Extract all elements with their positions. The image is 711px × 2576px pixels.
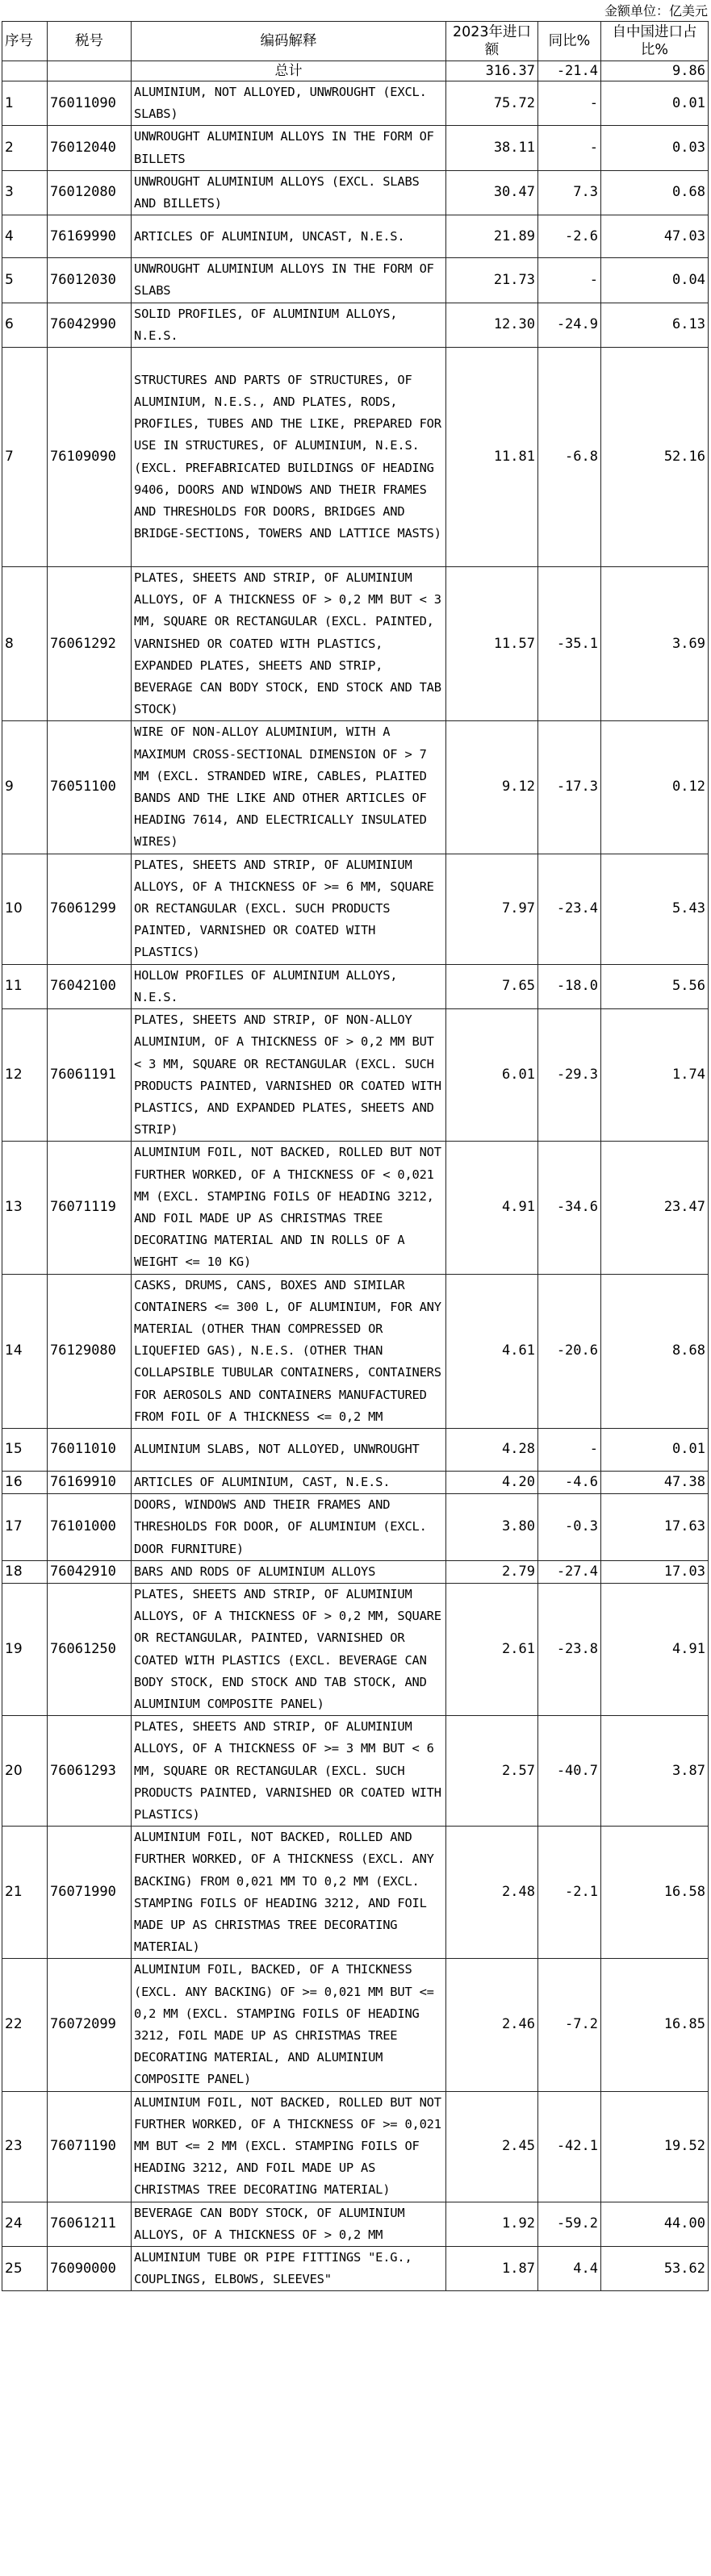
row-desc: UNWROUGHT ALUMINIUM ALLOYS IN THE FORM OF SLABS <box>132 258 446 303</box>
row-code: 76101000 <box>48 1494 132 1561</box>
row-china-share: 53.62 <box>601 2247 709 2291</box>
row-yoy: -0.3 <box>538 1494 601 1561</box>
row-imports: 75.72 <box>446 81 538 126</box>
row-desc: CASKS, DRUMS, CANS, BOXES AND SIMILAR CONTAINERS <= 300 L, OF ALUMINIUM, FOR ANY MATERIAL (OTHER THAN COMPRESSED OR LIQUEFIED GAS), N.E.S. (OTHER THAN COLLAPSIBLE TUBULAR CONTAINERS, CONTAINERS FOR AEROSOLS AND CONTAINERS MANUFACTURED FROM FOIL OF A THICKNESS <= 0,2 MM <box>132 1274 446 1428</box>
row-no: 18 <box>2 1560 48 1583</box>
row-yoy: -2.6 <box>538 215 601 258</box>
row-imports: 3.80 <box>446 1494 538 1561</box>
header-code: 税号 <box>48 22 132 61</box>
row-imports: 2.57 <box>446 1716 538 1827</box>
table-row <box>2 126 709 170</box>
row-china-share: 23.47 <box>601 1142 709 1274</box>
header-no: 序号 <box>2 22 48 61</box>
row-code: 76129080 <box>48 1274 132 1428</box>
row-imports: 2.61 <box>446 1583 538 1715</box>
total-imports: 316.37 <box>446 61 538 81</box>
row-desc: ALUMINIUM TUBE OR PIPE FITTINGS "E.G., COUPLINGS, ELBOWS, SLEEVES" <box>132 2247 446 2291</box>
row-no: 1 <box>2 81 48 126</box>
table-row <box>2 854 709 964</box>
row-imports: 4.61 <box>446 1274 538 1428</box>
row-yoy: -35.1 <box>538 567 601 721</box>
table-row <box>2 1827 709 1959</box>
row-desc: HOLLOW PROFILES OF ALUMINIUM ALLOYS, N.E.S. <box>132 964 446 1008</box>
table-row <box>2 258 709 303</box>
row-code: 76051100 <box>48 721 132 854</box>
total-row <box>2 61 709 81</box>
row-desc: UNWROUGHT ALUMINIUM ALLOYS (EXCL. SLABS AND BILLETS) <box>132 170 446 215</box>
row-no: 4 <box>2 215 48 258</box>
total-no <box>2 61 48 81</box>
row-no: 22 <box>2 1959 48 2091</box>
row-imports: 1.92 <box>446 2202 538 2246</box>
row-code: 76061293 <box>48 1716 132 1827</box>
row-china-share: 5.56 <box>601 964 709 1008</box>
row-code: 76071990 <box>48 1827 132 1959</box>
total-code <box>48 61 132 81</box>
table-row <box>2 964 709 1008</box>
table-row <box>2 2091 709 2202</box>
table-row <box>2 348 709 567</box>
table-row <box>2 1716 709 1827</box>
table-row <box>2 2202 709 2246</box>
row-desc: ALUMINIUM SLABS, NOT ALLOYED, UNWROUGHT <box>132 1428 446 1471</box>
row-desc: ALUMINIUM FOIL, NOT BACKED, ROLLED BUT NOT FURTHER WORKED, OF A THICKNESS OF < 0,021 MM (EXCL. STAMPING FOILS OF HEADING 3212, AND FOIL MADE UP AS CHRISTMAS TREE DECORATING MATERIAL AND IN ROLLS OF A WEIGHT <= 10 KG) <box>132 1142 446 1274</box>
row-imports: 11.57 <box>446 567 538 721</box>
row-code: 76042990 <box>48 303 132 347</box>
header-china-share: 自中国进口占比% <box>601 22 709 61</box>
table-row <box>2 215 709 258</box>
row-imports: 21.73 <box>446 258 538 303</box>
row-code: 76071190 <box>48 2091 132 2202</box>
row-china-share: 47.03 <box>601 215 709 258</box>
table-row <box>2 2247 709 2291</box>
row-china-share: 3.69 <box>601 567 709 721</box>
row-yoy: -4.6 <box>538 1471 601 1493</box>
row-china-share: 16.58 <box>601 1827 709 1959</box>
row-yoy: 4.4 <box>538 2247 601 2291</box>
row-china-share: 19.52 <box>601 2091 709 2202</box>
row-no: 14 <box>2 1274 48 1428</box>
row-code: 76061250 <box>48 1583 132 1715</box>
row-desc: PLATES, SHEETS AND STRIP, OF ALUMINIUM ALLOYS, OF A THICKNESS OF > 0,2 MM BUT < 3 MM, SQUARE OR RECTANGULAR (EXCL. PAINTED, VARNISHED OR COATED WITH PLASTICS, EXPANDED PLATES, SHEETS AND STRIP, BEVERAGE CAN BODY STOCK, END STOCK AND TAB STOCK) <box>132 567 446 721</box>
row-yoy: -20.6 <box>538 1274 601 1428</box>
unit-note: 金额单位：亿美元 <box>604 3 708 19</box>
row-imports: 9.12 <box>446 721 538 854</box>
row-code: 76061299 <box>48 854 132 964</box>
table-row <box>2 721 709 854</box>
row-imports: 21.89 <box>446 215 538 258</box>
row-yoy: -42.1 <box>538 2091 601 2202</box>
table-row <box>2 1959 709 2091</box>
row-china-share: 0.01 <box>601 81 709 126</box>
row-desc: ARTICLES OF ALUMINIUM, CAST, N.E.S. <box>132 1471 446 1493</box>
aluminium-import-table <box>2 21 709 2291</box>
header-row <box>2 22 709 61</box>
row-code: 76042910 <box>48 1560 132 1583</box>
row-china-share: 4.91 <box>601 1583 709 1715</box>
row-china-share: 6.13 <box>601 303 709 347</box>
row-imports: 6.01 <box>446 1009 538 1142</box>
row-imports: 2.48 <box>446 1827 538 1959</box>
row-desc: UNWROUGHT ALUMINIUM ALLOYS IN THE FORM OF BILLETS <box>132 126 446 170</box>
row-yoy: -29.3 <box>538 1009 601 1142</box>
row-imports: 38.11 <box>446 126 538 170</box>
table-row <box>2 170 709 215</box>
total-china-share: 9.86 <box>601 61 709 81</box>
row-china-share: 3.87 <box>601 1716 709 1827</box>
total-label: 总计 <box>132 61 446 81</box>
row-code: 76061211 <box>48 2202 132 2246</box>
row-no: 20 <box>2 1716 48 1827</box>
row-imports: 2.45 <box>446 2091 538 2202</box>
row-no: 13 <box>2 1142 48 1274</box>
header-imports: 2023年进口额 <box>446 22 538 61</box>
row-china-share: 16.85 <box>601 1959 709 2091</box>
row-no: 3 <box>2 170 48 215</box>
row-yoy: -40.7 <box>538 1716 601 1827</box>
row-china-share: 0.04 <box>601 258 709 303</box>
row-code: 76109090 <box>48 348 132 567</box>
row-desc: ALUMINIUM, NOT ALLOYED, UNWROUGHT (EXCL. SLABS) <box>132 81 446 126</box>
row-no: 16 <box>2 1471 48 1493</box>
row-code: 76012080 <box>48 170 132 215</box>
row-no: 9 <box>2 721 48 854</box>
row-no: 25 <box>2 2247 48 2291</box>
row-imports: 30.47 <box>446 170 538 215</box>
table-row <box>2 1560 709 1583</box>
row-china-share: 8.68 <box>601 1274 709 1428</box>
row-imports: 4.28 <box>446 1428 538 1471</box>
row-imports: 4.20 <box>446 1471 538 1493</box>
row-desc: ALUMINIUM FOIL, NOT BACKED, ROLLED BUT NOT FURTHER WORKED, OF A THICKNESS OF >= 0,021 MM BUT <= 2 MM (EXCL. STAMPING FOILS OF HEADING 3212, AND FOIL MADE UP AS CHRISTMAS TREE DECORATING MATERIAL) <box>132 2091 446 2202</box>
row-china-share: 0.68 <box>601 170 709 215</box>
row-yoy: 7.3 <box>538 170 601 215</box>
row-no: 11 <box>2 964 48 1008</box>
row-imports: 2.46 <box>446 1959 538 2091</box>
table-row <box>2 1009 709 1142</box>
row-desc: PLATES, SHEETS AND STRIP, OF ALUMINIUM ALLOYS, OF A THICKNESS OF >= 3 MM BUT < 6 MM, SQUARE OR RECTANGULAR (EXCL. SUCH PRODUCTS PAINTED, VARNISHED OR COATED WITH PLASTICS) <box>132 1716 446 1827</box>
row-code: 76169910 <box>48 1471 132 1493</box>
table-row <box>2 1494 709 1561</box>
table-row <box>2 81 709 126</box>
row-yoy: -27.4 <box>538 1560 601 1583</box>
row-code: 76061292 <box>48 567 132 721</box>
row-yoy: -18.0 <box>538 964 601 1008</box>
row-code: 76169990 <box>48 215 132 258</box>
row-yoy: - <box>538 81 601 126</box>
row-desc: DOORS, WINDOWS AND THEIR FRAMES AND THRESHOLDS FOR DOOR, OF ALUMINIUM (EXCL. DOOR FURNITURE) <box>132 1494 446 1561</box>
row-code: 76012040 <box>48 126 132 170</box>
row-imports: 11.81 <box>446 348 538 567</box>
row-desc: WIRE OF NON-ALLOY ALUMINIUM, WITH A MAXIMUM CROSS-SECTIONAL DIMENSION OF > 7 MM (EXCL. STRANDED WIRE, CABLES, PLAITED BANDS AND THE LIKE AND OTHER ARTICLES OF HEADING 7614, AND ELECTRICALLY INSULATED WIRES) <box>132 721 446 854</box>
row-china-share: 1.74 <box>601 1009 709 1142</box>
row-code: 76061191 <box>48 1009 132 1142</box>
row-yoy: - <box>538 1428 601 1471</box>
row-china-share: 17.63 <box>601 1494 709 1561</box>
row-desc: PLATES, SHEETS AND STRIP, OF ALUMINIUM ALLOYS, OF A THICKNESS OF > 0,2 MM, SQUARE OR RECTANGULAR, PAINTED, VARNISHED OR COATED WITH PLASTICS (EXCL. BEVERAGE CAN BODY STOCK, END STOCK AND TAB STOCK, AND ALUMINIUM COMPOSITE PANEL) <box>132 1583 446 1715</box>
row-yoy: -23.8 <box>538 1583 601 1715</box>
row-no: 5 <box>2 258 48 303</box>
row-china-share: 47.38 <box>601 1471 709 1493</box>
row-imports: 2.79 <box>446 1560 538 1583</box>
row-imports: 7.65 <box>446 964 538 1008</box>
table-row <box>2 567 709 721</box>
row-desc: STRUCTURES AND PARTS OF STRUCTURES, OF ALUMINIUM, N.E.S., AND PLATES, RODS, PROFILES, TUBES AND THE LIKE, PREPARED FOR USE IN STRUCTURES, OF ALUMINIUM, N.E.S. (EXCL. PREFABRICATED BUILDINGS OF HEADING 9406, DOORS AND WINDOWS AND THEIR FRAMES AND THRESHOLDS FOR DOORS, BRIDGES AND BRIDGE-SECTIONS, TOWERS AND LATTICE MASTS) <box>132 348 446 567</box>
row-no: 15 <box>2 1428 48 1471</box>
row-code: 76072099 <box>48 1959 132 2091</box>
row-no: 21 <box>2 1827 48 1959</box>
row-yoy: -23.4 <box>538 854 601 964</box>
row-no: 2 <box>2 126 48 170</box>
row-code: 76011010 <box>48 1428 132 1471</box>
row-yoy: -2.1 <box>538 1827 601 1959</box>
row-desc: ALUMINIUM FOIL, NOT BACKED, ROLLED AND FURTHER WORKED, OF A THICKNESS (EXCL. ANY BACKING) FROM 0,021 MM TO 0,2 MM (EXCL. STAMPING FOILS OF HEADING 3212, AND FOIL MADE UP AS CHRISTMAS TREE DECORATING MATERIAL) <box>132 1827 446 1959</box>
table-row <box>2 1274 709 1428</box>
row-china-share: 44.00 <box>601 2202 709 2246</box>
row-china-share: 52.16 <box>601 348 709 567</box>
header-desc: 编码解释 <box>132 22 446 61</box>
row-code: 76071119 <box>48 1142 132 1274</box>
row-no: 23 <box>2 2091 48 2202</box>
row-yoy: - <box>538 258 601 303</box>
row-no: 24 <box>2 2202 48 2246</box>
row-imports: 1.87 <box>446 2247 538 2291</box>
row-yoy: -34.6 <box>538 1142 601 1274</box>
total-yoy: -21.4 <box>538 61 601 81</box>
row-code: 76011090 <box>48 81 132 126</box>
row-no: 7 <box>2 348 48 567</box>
row-desc: BEVERAGE CAN BODY STOCK, OF ALUMINIUM ALLOYS, OF A THICKNESS OF > 0,2 MM <box>132 2202 446 2246</box>
row-china-share: 17.03 <box>601 1560 709 1583</box>
table-body <box>2 61 709 2291</box>
row-no: 6 <box>2 303 48 347</box>
row-desc: SOLID PROFILES, OF ALUMINIUM ALLOYS, N.E.S. <box>132 303 446 347</box>
row-yoy: -59.2 <box>538 2202 601 2246</box>
row-no: 10 <box>2 854 48 964</box>
row-imports: 12.30 <box>446 303 538 347</box>
row-code: 76090000 <box>48 2247 132 2291</box>
row-imports: 7.97 <box>446 854 538 964</box>
row-china-share: 0.01 <box>601 1428 709 1471</box>
row-china-share: 5.43 <box>601 854 709 964</box>
row-yoy: -7.2 <box>538 1959 601 2091</box>
row-china-share: 0.03 <box>601 126 709 170</box>
row-imports: 4.91 <box>446 1142 538 1274</box>
table-row <box>2 1142 709 1274</box>
row-china-share: 0.12 <box>601 721 709 854</box>
row-desc: ALUMINIUM FOIL, BACKED, OF A THICKNESS (EXCL. ANY BACKING) OF >= 0,021 MM BUT <= 0,2 MM (EXCL. STAMPING FOILS OF HEADING 3212, FOIL MADE UP AS CHRISTMAS TREE DECORATING MATERIAL, AND ALUMINIUM COMPOSITE PANEL) <box>132 1959 446 2091</box>
row-desc: PLATES, SHEETS AND STRIP, OF NON-ALLOY ALUMINIUM, OF A THICKNESS OF > 0,2 MM BUT < 3 MM, SQUARE OR RECTANGULAR (EXCL. SUCH PRODUCTS PAINTED, VARNISHED OR COATED WITH PLASTICS, AND EXPANDED PLATES, SHEETS AND STRIP) <box>132 1009 446 1142</box>
table-row <box>2 1583 709 1715</box>
table-row <box>2 1471 709 1493</box>
row-no: 19 <box>2 1583 48 1715</box>
row-desc: ARTICLES OF ALUMINIUM, UNCAST, N.E.S. <box>132 215 446 258</box>
row-yoy: - <box>538 126 601 170</box>
row-code: 76012030 <box>48 258 132 303</box>
header-yoy: 同比% <box>538 22 601 61</box>
row-desc: BARS AND RODS OF ALUMINIUM ALLOYS <box>132 1560 446 1583</box>
row-desc: PLATES, SHEETS AND STRIP, OF ALUMINIUM ALLOYS, OF A THICKNESS OF >= 6 MM, SQUARE OR RECTANGULAR (EXCL. SUCH PRODUCTS PAINTED, VARNISHED OR COATED WITH PLASTICS) <box>132 854 446 964</box>
table-row <box>2 303 709 347</box>
row-yoy: -24.9 <box>538 303 601 347</box>
row-code: 76042100 <box>48 964 132 1008</box>
row-yoy: -17.3 <box>538 721 601 854</box>
row-no: 8 <box>2 567 48 721</box>
row-no: 12 <box>2 1009 48 1142</box>
row-yoy: -6.8 <box>538 348 601 567</box>
row-no: 17 <box>2 1494 48 1561</box>
table-row <box>2 1428 709 1471</box>
